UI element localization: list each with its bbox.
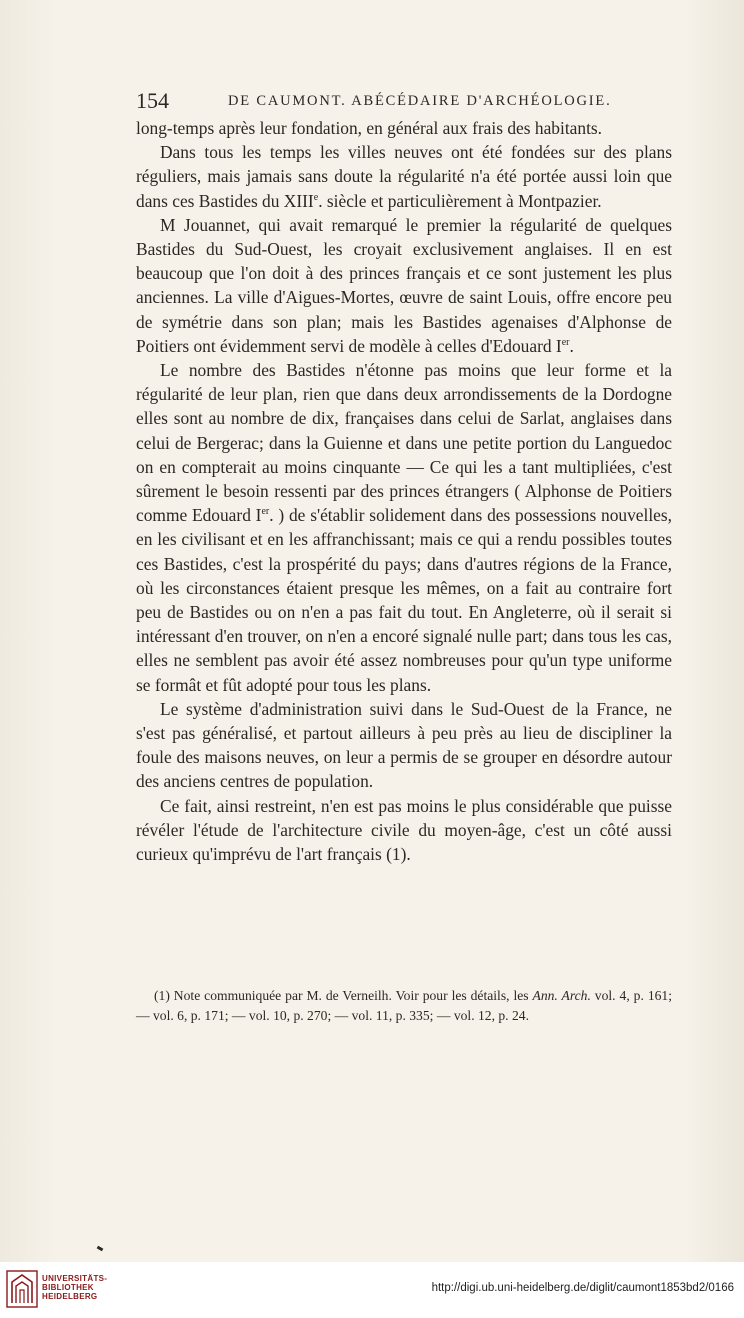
- footnote-italic: Ann. Arch.: [532, 988, 591, 1003]
- paragraph-1: long-temps après leur fondation, en général aux frais des habitants.: [136, 118, 603, 138]
- paragraph-5: Le système d'administration suivi dans le Sud-Ouest de la France, ne s'est pas généralisé, et partout ailleurs à peu près au lieu de discipliner la foule des maisons neuves, on leur a permis de se grouper en désordre autour des anciens centres de population.: [136, 698, 672, 792]
- running-title: DE CAUMONT. ABÉCÉDAIRE D'ARCHÉOLOGIE.: [228, 93, 612, 109]
- paragraph-6: Ce fait, ainsi restreint, n'en est pas moins le plus considérable que puisse révéler l'étude de l'architecture civile du moyen-âge, c'est un côté aussi curieux qu'imprévu de l'art français (1).: [136, 795, 672, 865]
- paragraph-4: Le nombre des Bastides n'étonne pas moins que leur forme et la régularité de leur plan, rien que dans deux arrondissements de la Dordogne elles sont au nombre de dix, françaises dans celui de Sarlat, anglaises dans celui de Bergerac; dans la Guienne et dans une petite portion du Languedoc on en compterait au moins cinquante — Ce qui les a tant multipliées, c'est sûrement le besoin ressenti par des princes étrangers ( Alphonse de Poitiers comme Edouard Ier. ) de s'établir solidement dans des possessions nouvelles, en les civilisant et en les affranchissant; mais ce qui a rendu possibles toutes ces Bastides, c'est la prospérité du pays; dans d'autres régions de la France, où les circonstances étaient presque les mêmes, on a fait au contraire fort peu de Bastides ou on n'en a pas fait du tout. En Angleterre, où il serait si intéressant d'en trouver, on n'en a encoré signalé nulle part; dans tous les cas, elles ne semblent pas avoir été assez nombreuses pour qu'un type uniforme se formât et fût adopté pour tous les plans.: [136, 360, 672, 695]
- footer-bar: [0, 1262, 744, 1318]
- page-header: [136, 88, 672, 118]
- page-number: 154: [136, 88, 169, 113]
- footnote: (1) Note communiquée par M. de Verneilh. Voir pour les détails, les Ann. Arch. vol. 4, p. 161; — vol. 6, p. 171; — vol. 10, p. 270; — vol. 11, p. 335; — vol. 12, p. 24.: [136, 988, 672, 1023]
- source-url-link[interactable]: http://digi.ub.uni-heidelberg.de/diglit/caumont1853bd2/0166: [431, 1282, 734, 1294]
- body-text: [136, 116, 672, 866]
- paragraph-3: M Jouannet, qui avait remarqué le premier la régularité de quelques Bastides du Sud-Ouest, les croyait exclusivement anglaises. Il en est beaucoup que l'on doit à des princes français et ce sont justement les plus anciennes. La ville d'Aigues-Mortes, œuvre de saint Louis, offre encore peu de symétrie dans son plan; mais les Bastides agenaises d'Alphonse de Poitiers ont évidemment servi de modèle à celles d'Edouard Ier.: [136, 214, 672, 356]
- library-logo-icon: [6, 1270, 38, 1308]
- paragraph-2: Dans tous les temps les villes neuves ont été fondées sur des plans réguliers, mais jamais sans doute la régularité n'a été portée aussi loin que dans ces Bastides du XIIIe. siècle et particulièrement à Montpazier.: [136, 142, 672, 211]
- library-name: UNIVERSITÄTS- BIBLIOTHEK HEIDELBERG: [42, 1274, 108, 1301]
- page-mark: [97, 1246, 104, 1252]
